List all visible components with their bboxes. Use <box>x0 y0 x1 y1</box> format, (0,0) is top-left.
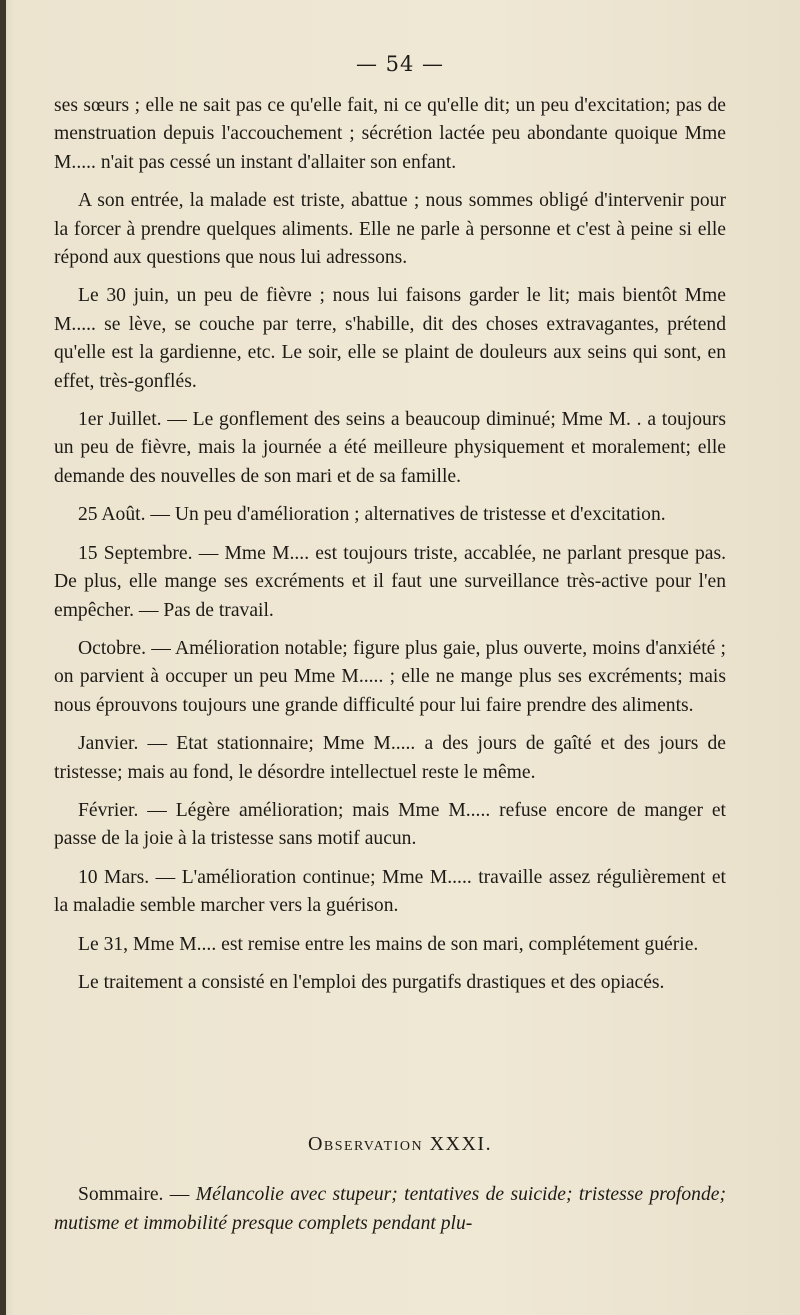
paragraph: 15 Septembre. — Mme M.... est toujours triste, accablée, ne parlant presque pas. De plus, elle mange ses excréments et il faut une surveillance très-active pour l'en empêcher. — Pas de travail. <box>54 542 726 621</box>
paragraph: Le 31, Mme M.... est remise entre les mains de son mari, complétement guérie. <box>78 933 699 955</box>
paragraph: Janvier. — Etat stationnaire; Mme M..... a des jours de gaîté et des jours de tristesse; mais au fond, le désordre intellectuel reste le même. <box>54 733 726 783</box>
paragraph: 10 Mars. — L'amélioration continue; Mme M..... travaille assez régulièrement et la maladie semble marcher vers la guérison. <box>54 866 726 917</box>
paragraph: ses sœurs ; elle ne sait pas ce qu'elle fait, ni ce qu'elle dit; un peu d'excitation; pas de menstruation depuis l'accouchement ; sécrétion lactée peu abondante quoique Mme M..... n'ait pas cessé un instant d'allaiter son enfant. <box>54 95 726 173</box>
paragraph: Le 30 juin, un peu de fièvre ; nous lui faisons garder le lit; mais bientôt Mme M..... se lève, se couche par terre, s'habille, dit des choses extravagantes, prétend qu'elle est la gardienne, etc. Le soir, elle se plaint de douleurs aux seins qui sont, en effet, très-gonflés. <box>54 285 726 392</box>
binding-gutter <box>0 0 6 1315</box>
summary-label: Sommaire. — <box>78 1184 190 1205</box>
body-text <box>54 92 726 1007</box>
paragraph: Le traitement a consisté en l'emploi des purgatifs drastiques et des opiacés. <box>78 971 665 993</box>
paragraph: Octobre. — Amélioration notable; figure plus gaie, plus ouverte, moins d'anxiété ; on parvient à occuper un peu Mme M..... ; elle ne mange plus ses excréments; mais nous éprouvons toujours une grande difficulté pour lui faire prendre des aliments. <box>54 637 726 716</box>
paragraph: 1er Juillet. — Le gonflement des seins a beaucoup diminué; Mme M. . a toujours un peu de fièvre, mais la journée a été meilleure physiquement et moralement; elle demande des nouvelles de son mari et de sa famille. <box>54 409 726 487</box>
paragraph: 25 Août. — Un peu d'amélioration ; alternatives de tristesse et d'excitation. <box>78 504 666 526</box>
observation-heading: Observation XXXI. <box>307 1133 493 1155</box>
summary-paragraph <box>54 1180 726 1238</box>
page-number: — 54 — <box>355 52 445 76</box>
paragraph: Février. — Légère amélioration; mais Mme M..... refuse encore de manger et passe de la joie à la tristesse sans motif aucun. <box>54 799 726 850</box>
paragraph: A son entrée, la malade est triste, abattue ; nous sommes obligé d'intervenir pour la forcer à prendre quelques aliments. Elle ne parle à personne et c'est à peine si elle répond aux questions que nous lui adressons. <box>54 190 726 269</box>
summary-text: Mélancolie avec stupeur; tentatives de suicide; tristesse profonde; mutisme et immobilité presque complets pendant plu- <box>54 1184 726 1234</box>
